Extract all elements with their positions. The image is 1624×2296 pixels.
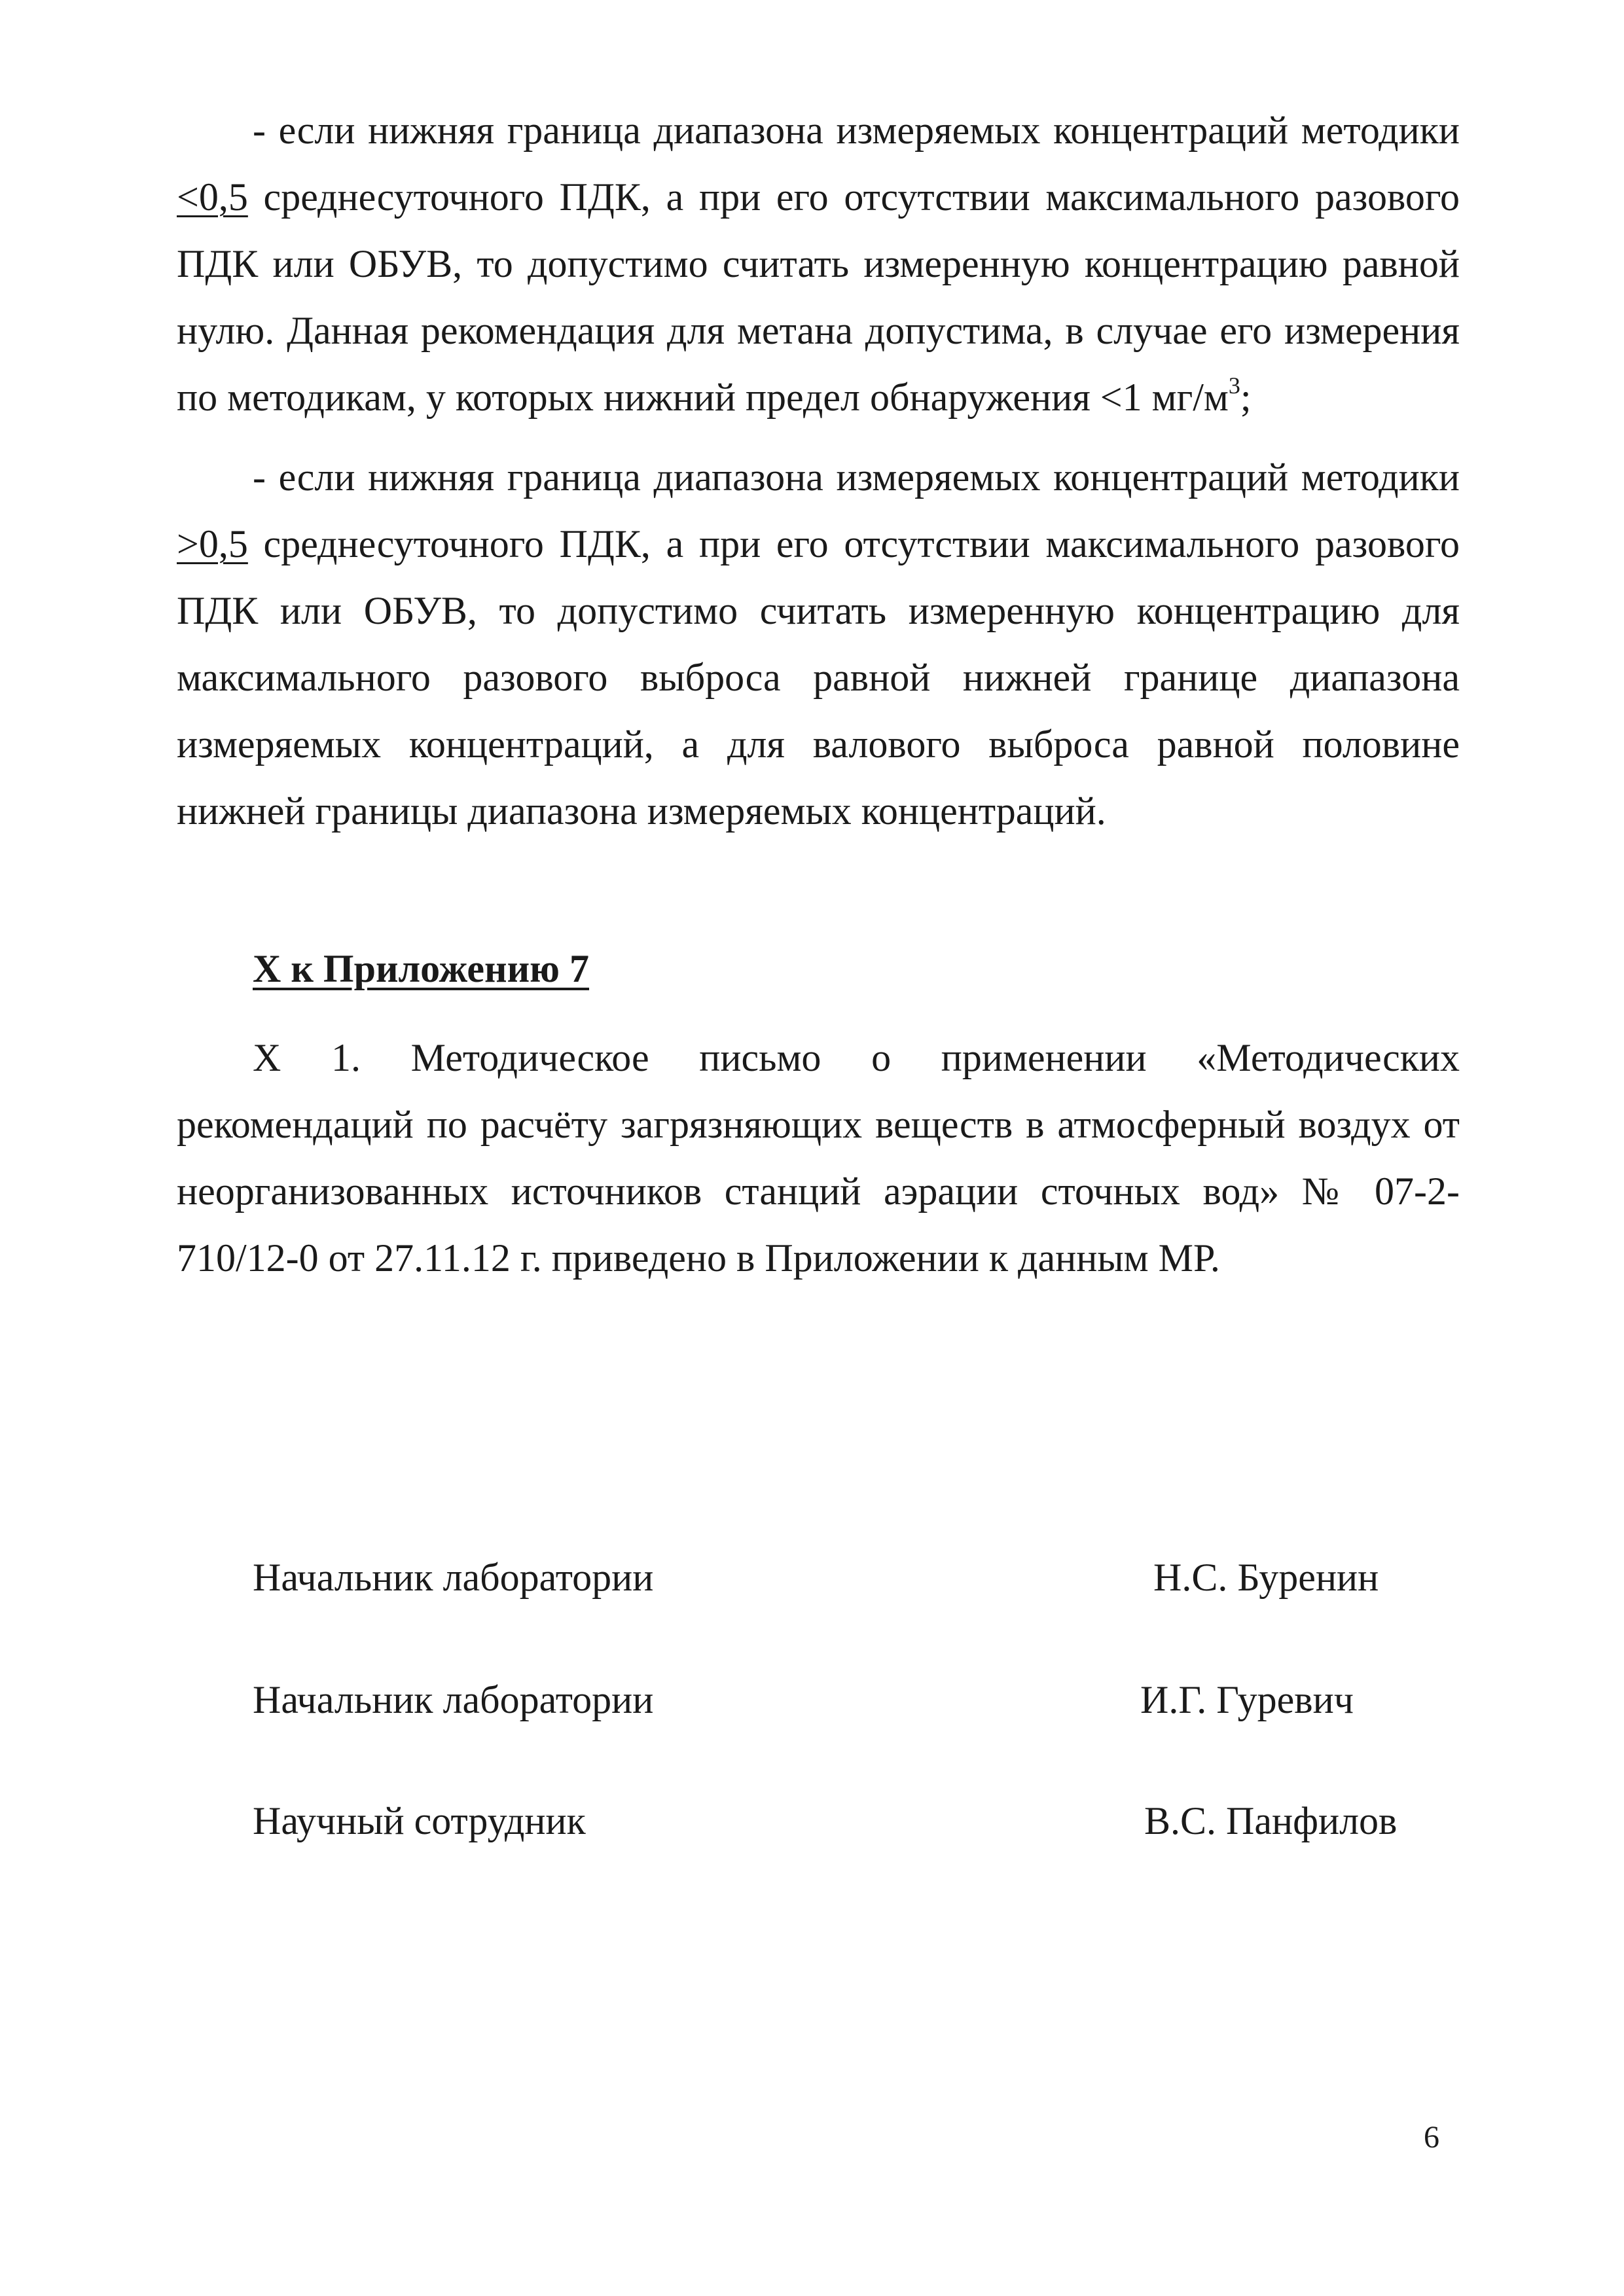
underlined-threshold: <0,5 [177, 175, 248, 219]
signatory-name: И.Г. Гуревич [1140, 1678, 1354, 1721]
underlined-threshold: >0,5 [177, 522, 248, 565]
superscript: 3 [1228, 372, 1240, 399]
signatory-name: В.С. Панфилов [1144, 1799, 1398, 1842]
paragraph-lower-bound-above [177, 444, 1460, 844]
signatory-title: Начальник лаборатории [253, 1678, 654, 1721]
paragraph-text: среднесуточного ПДК, а при его отсутствии максимального разового ПДК или ОБУВ, то допустимо считать измеренную концентрацию равной нулю. Данная рекомендация для метана допустима, в случае его измерения по методикам, у которых нижний предел обнаружения <1 мг/м [177, 175, 1460, 419]
page-number: 6 [1424, 2120, 1439, 2155]
signatory-title: Научный сотрудник [253, 1799, 586, 1842]
paragraph-text: - если нижняя граница диапазона измеряемых концентраций методики [253, 109, 1460, 152]
paragraph-methodical-letter: X 1. Методическое письмо о применении «Методических рекомендаций по расчёту загрязняющих веществ в атмосферный воздух от неорганизованных источников станций аэрации сточных вод» № 07-2-710/12-0 от 27.11.12 г. приведено в Приложении к данным МР. [177, 1036, 1460, 1280]
signatory-title: Начальник лаборатории [253, 1556, 654, 1599]
paragraph-text: - если нижняя граница диапазона измеряемых концентраций методики [253, 456, 1460, 499]
paragraph-end: ; [1240, 376, 1252, 419]
paragraph-lower-bound-below [177, 97, 1460, 431]
paragraph-text: среднесуточного ПДК, а при его отсутствии максимального разового ПДК или ОБУВ, то допустимо считать измеренную концентрацию для максимального разового выброса равной нижней границе диапазона измеряемых концентраций, а для валового выброса равной половине нижней границы диапазона измеряемых концентраций. [177, 522, 1460, 833]
section-heading: X к Приложению 7 [253, 947, 590, 990]
signatory-name: Н.С. Буренин [1153, 1556, 1379, 1599]
